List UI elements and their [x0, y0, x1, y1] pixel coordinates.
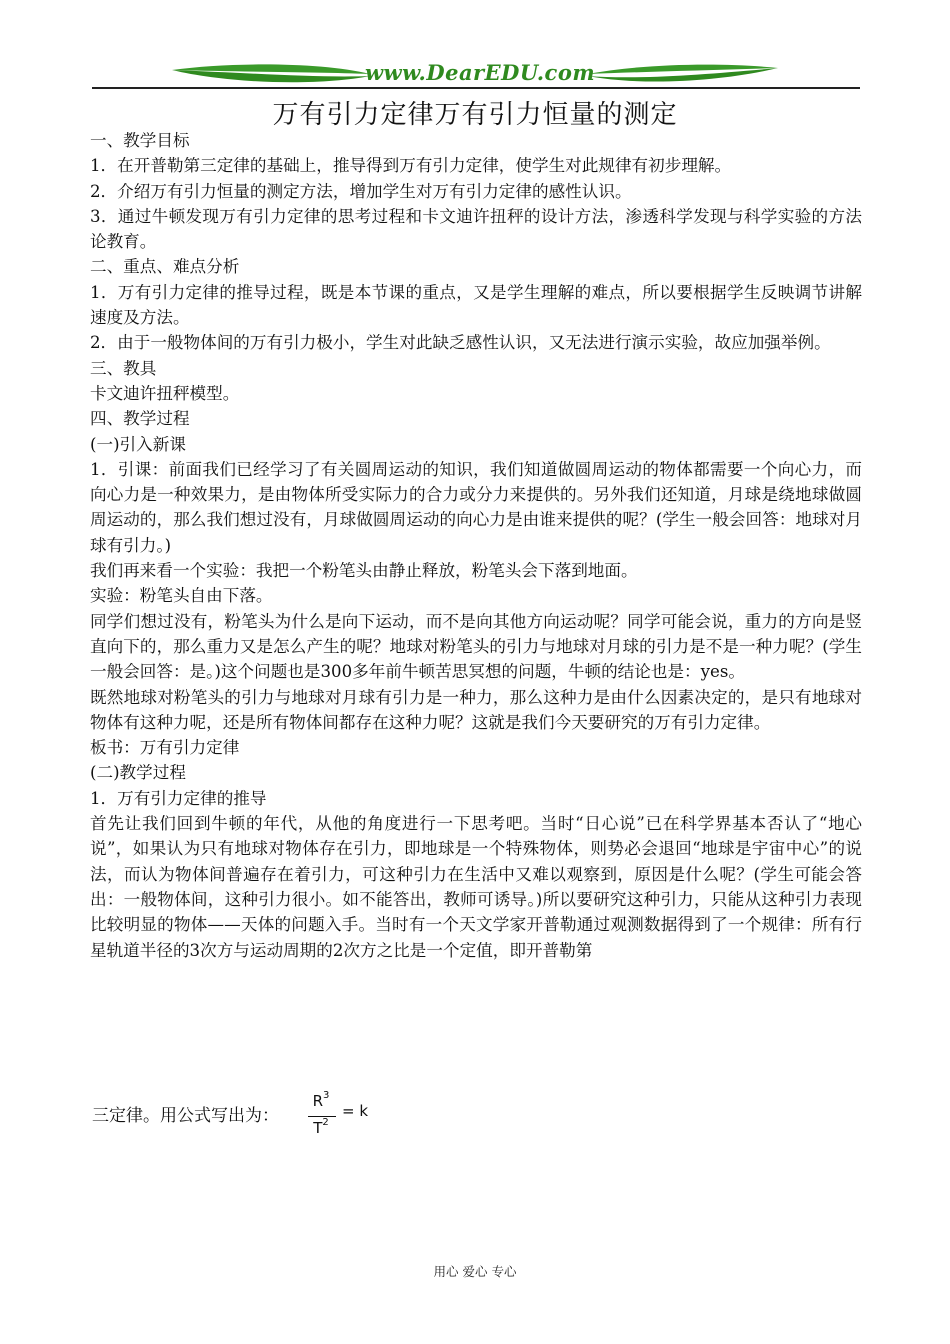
paragraph: 1．万有引力定律的推导过程，既是本节课的重点，又是学生理解的难点，所以要根据学生反映调节讲解速度及方法。	[90, 282, 862, 328]
subsection-heading: (一)引入新课	[90, 434, 186, 454]
paragraph: 3．通过牛顿发现万有引力定律的思考过程和卡文迪许扭秤的设计方法，渗透科学发现与科学实验的方法论教育。	[90, 206, 862, 252]
document-title: 万有引力定律万有引力恒量的测定	[272, 100, 678, 130]
header-rule	[92, 87, 860, 89]
paragraph: 1．在开普勒第三定律的基础上，推导得到万有引力定律，使学生对此规律有初步理解。	[90, 156, 732, 176]
section-heading: 三、教具	[90, 358, 157, 378]
paragraph: 同学们想过没有，粉笔头为什么是向下运动，而不是向其他方向运动呢？同学可能会说，重力的方向是竖直向下的，那么重力又是怎么产生的呢？地球对粉笔头的引力与地球对月球的引力是不是一种力呢？(学生一般会回答：是。)这个问题也是300多年前牛顿苦思冥想的问题，牛顿的结论也是：yes。	[90, 611, 862, 682]
paragraph: 1．引课：前面我们已经学习了有关圆周运动的知识，我们知道做圆周运动的物体都需要一个向心力，而向心力是一种效果力，是由物体所受实际力的合力或分力来提供的。另外我们还知道，月球是绕地球做圆周运动的，那么我们想过没有，月球做圆周运动的向心力是由谁来提供的呢？(学生一般会回答：地球对月球有引力。)	[90, 459, 862, 555]
formula-numerator: $R^3$	[312, 1090, 330, 1110]
formula-rhs: = k	[342, 1102, 369, 1120]
numerator-exponent: 3	[323, 1090, 330, 1101]
formula-prefix: 三定律。用公式写出为：	[92, 1106, 279, 1126]
subsection-heading: (二)教学过程	[90, 763, 186, 783]
paragraph: 实验：粉笔头自由下落。	[90, 586, 273, 606]
page-header	[0, 0, 950, 130]
paragraph: 我们再来看一个实验：我把一个粉笔头由静止释放，粉笔头会下落到地面。	[90, 561, 638, 581]
paragraph: 2．由于一般物体间的万有引力极小，学生对此缺乏感性认识，又无法进行演示实验，故应加强举例。	[90, 333, 831, 353]
section-heading: 二、重点、难点分析	[90, 257, 240, 277]
paragraph: 首先让我们回到牛顿的年代，从他的角度进行一下思考吧。当时“日心说”已在科学界基本否认了“地心说”，如果认为只有地球对物体存在引力，即地球是一个特殊物体，则势必会退回“地球是宇宙中心”的说法，而认为物体间普遍存在着引力，可这种引力在生活中又难以观察到，原因是什么呢？(学生可能会答出：一般物体间，这种引力很小。如不能答出，教师可诱导。)所以要研究这种引力，只能从这种引力表现比较明显的物体——天体的问题入手。当时有一个天文学家开普勒通过观测数据得到了一个规律：所有行星轨道半径的3次方与运动周期的2次方之比是一个定值，即开普勒第	[90, 814, 862, 960]
section-heading: 四、教学过程	[90, 409, 190, 429]
kepler-formula-line	[92, 1086, 592, 1156]
paragraph: 卡文迪许扭秤模型。	[90, 383, 240, 403]
paragraph: 1．万有引力定律的推导	[90, 788, 267, 808]
denominator-exponent: 2	[322, 1117, 329, 1128]
formula-fraction	[306, 1086, 340, 1146]
page-footer: 用心 爱心 专心	[433, 1264, 517, 1279]
logo-text: www.DearEDU.com	[364, 60, 596, 85]
document-body	[90, 128, 862, 963]
formula-denominator: $T^2$	[313, 1117, 329, 1137]
section-heading: 一、教学目标	[90, 131, 190, 150]
paragraph: 2．介绍万有引力恒量的测定方法，增加学生对万有引力定律的感性认识。	[90, 181, 632, 201]
paragraph: 板书：万有引力定律	[90, 738, 240, 758]
paragraph: 既然地球对粉笔头的引力与地球对月球有引力是一种力，那么这种力是由什么因素决定的，是只有地球对物体有这种力呢，还是所有物体间都存在这种力呢？这就是我们今天要研究的万有引力定律。	[90, 687, 862, 732]
